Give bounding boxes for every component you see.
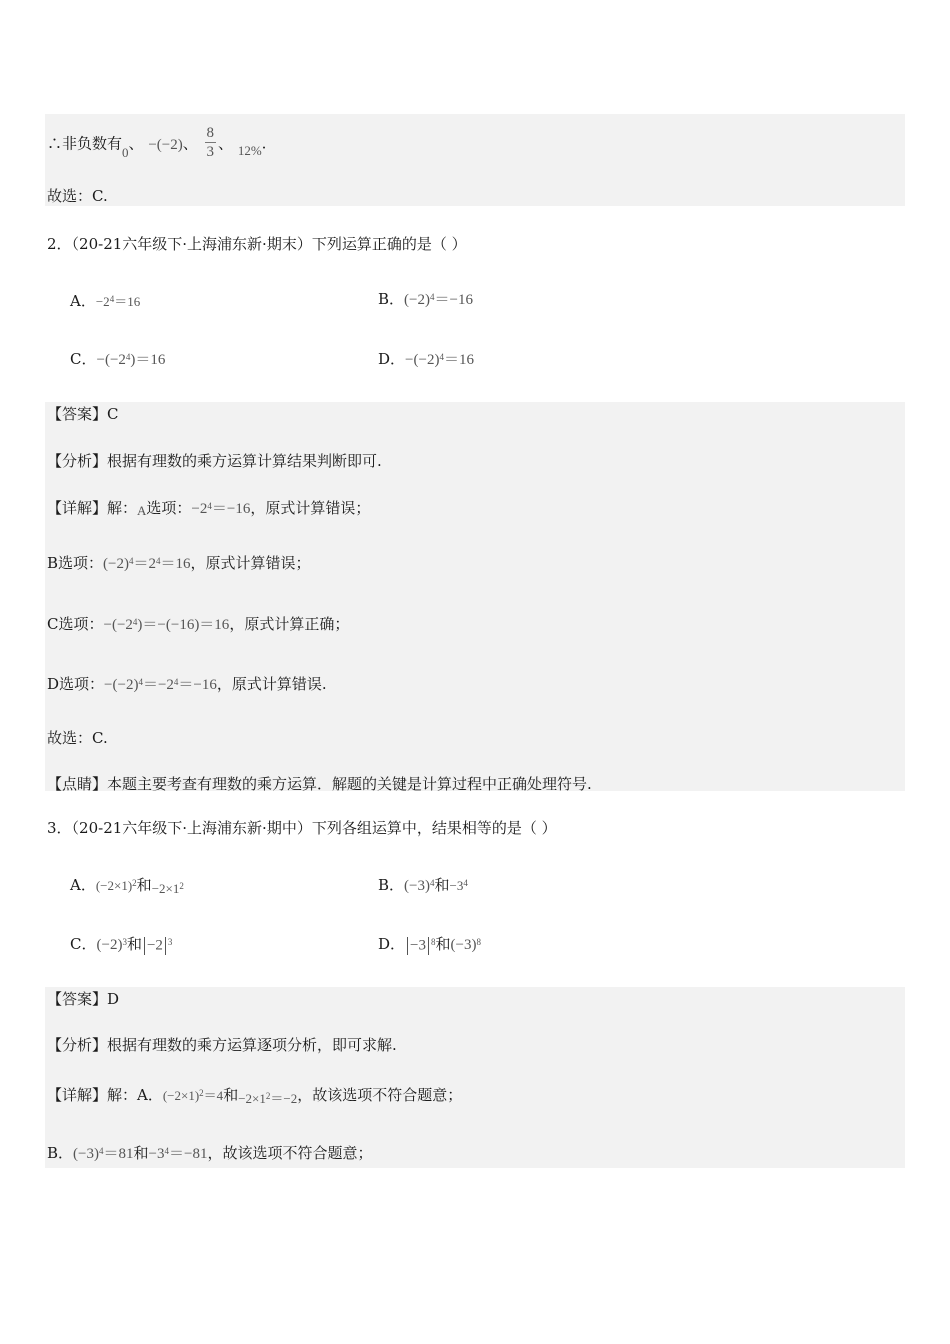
denominator: 3 — [206, 144, 215, 160]
t: 【详解】解： — [47, 499, 138, 517]
m: −(−2) — [405, 352, 440, 368]
detail-q3-line2 — [47, 1142, 372, 1166]
m: −(−2) — [104, 677, 139, 693]
e: 4 — [439, 352, 444, 362]
e: 3 — [167, 937, 173, 947]
option-3c — [70, 933, 172, 955]
m: (−2) — [96, 937, 123, 953]
e: 4 — [109, 294, 115, 304]
t: ，原式计算错误； — [250, 499, 371, 517]
e: 4 — [128, 556, 134, 566]
comment-q2: 【点睛】本题主要考查有理数的乘方运算．解题的关键是计算过程中正确处理符号. — [47, 775, 592, 793]
m: −2 — [191, 501, 208, 517]
e: 4 — [98, 1146, 104, 1156]
conclusion-q2: 故选：C. — [47, 729, 108, 747]
detail-q2-line1 — [47, 497, 370, 521]
label: D． — [378, 935, 406, 953]
m: −2 — [146, 937, 163, 953]
answer-q3: 【答案】D — [47, 990, 120, 1008]
math-zero: 0 — [122, 144, 129, 160]
option-2c — [70, 348, 165, 369]
conclusion-q1: 故选：C. — [47, 187, 108, 205]
period: . — [261, 134, 267, 153]
e: 2 — [199, 1088, 204, 1098]
m: ＝−16 — [434, 292, 473, 308]
and: 和 — [133, 1144, 149, 1162]
e: 2 — [265, 1091, 271, 1101]
and: 和 — [434, 876, 450, 894]
sep: 、 — [128, 134, 144, 153]
label: B． — [378, 290, 405, 308]
m: (−3) — [73, 1146, 99, 1162]
text: ∴非负数有 — [47, 134, 123, 153]
t: ，原式计算正确； — [229, 615, 350, 633]
m: ＝16 — [443, 352, 474, 368]
t: ，原式计算错误； — [190, 554, 311, 572]
t: 选项： — [146, 499, 192, 517]
e: 4 — [125, 352, 131, 362]
m: (−3) — [450, 937, 477, 953]
m: (−2) — [103, 556, 129, 572]
m: (−3) — [404, 878, 430, 894]
fraction-8-3 — [205, 124, 217, 161]
label: C． — [70, 350, 97, 368]
t: B选项： — [47, 554, 104, 572]
e: 4 — [132, 617, 138, 627]
analysis-q3: 【分析】根据有理数的乘方运算逐项分析，即可求解. — [47, 1036, 397, 1054]
solution-block-q3 — [45, 987, 905, 1168]
math-12pct: 12% — [237, 142, 262, 158]
e: 4 — [207, 501, 212, 511]
expr — [404, 288, 473, 309]
m: ＝2 — [133, 556, 156, 572]
expr — [405, 348, 474, 369]
detail-q2-line2 — [47, 552, 311, 576]
e: 4 — [156, 556, 161, 566]
t: 【详解】解：A． — [47, 1086, 163, 1104]
e: 2 — [179, 881, 184, 891]
e: 4 — [173, 677, 179, 687]
m: ＝−2 — [270, 1091, 298, 1106]
nonnegative-line — [47, 126, 266, 163]
answer-q2: 【答案】C — [47, 405, 119, 423]
t: C选项： — [47, 615, 104, 633]
option-3a — [70, 874, 184, 895]
abs-bar — [165, 937, 166, 955]
option-3b — [378, 874, 468, 895]
label: A． — [70, 292, 96, 310]
t: ，故该选项不符合题意； — [297, 1086, 463, 1104]
and: 和 — [223, 1086, 239, 1104]
option-2b — [378, 288, 473, 309]
numerator: 8 — [206, 125, 215, 141]
m: ＝−16 — [178, 677, 217, 693]
option-2d — [378, 348, 474, 369]
e: 4 — [463, 878, 468, 888]
m: −3 — [449, 878, 464, 893]
e: 8 — [431, 937, 436, 947]
label: B． — [378, 876, 405, 894]
question-2-stem: 2．（20-21六年级下·上海浦东新·期末）下列运算正确的是（ ） — [47, 235, 467, 253]
m: )＝−(−16)＝16 — [137, 617, 230, 633]
detail-q2-line4 — [47, 673, 327, 697]
label: A． — [70, 876, 96, 894]
m: −3 — [148, 1146, 165, 1162]
expr — [96, 291, 140, 310]
analysis-q2: 【分析】根据有理数的乘方运算计算结果判断即可. — [47, 452, 382, 470]
abs-bar — [428, 937, 429, 955]
m: ＝−2 — [142, 677, 174, 693]
m: −2×1 — [151, 881, 180, 896]
math-neg-neg2: −(−2) — [148, 136, 183, 153]
m: ＝16 — [114, 294, 141, 309]
m: −(−2 — [96, 352, 126, 368]
option-2a — [70, 290, 140, 311]
and: 和 — [435, 935, 451, 953]
and: 和 — [126, 935, 142, 953]
abs-bar — [144, 937, 145, 955]
option-3d — [378, 933, 481, 955]
m: −2×1 — [238, 1091, 266, 1106]
m: ＝16 — [160, 556, 191, 572]
e: 3 — [122, 937, 127, 947]
detail-q2-line3 — [47, 613, 349, 637]
t: ，原式计算错误. — [216, 675, 327, 693]
m: (−2×1) — [95, 878, 133, 893]
detail-q3-line1 — [47, 1084, 462, 1108]
sep: 、 — [218, 134, 234, 153]
m: −3 — [410, 937, 426, 953]
m: −(−2 — [103, 617, 133, 633]
e: 4 — [429, 878, 435, 888]
label: C． — [70, 935, 97, 953]
m: (−2×1) — [162, 1088, 200, 1103]
and: 和 — [136, 876, 152, 894]
m: A — [137, 503, 147, 518]
e: 4 — [429, 292, 435, 302]
label: D． — [378, 350, 406, 368]
t: D选项： — [47, 675, 105, 693]
abs-bar — [407, 937, 408, 955]
m: ＝−81 — [168, 1146, 208, 1162]
question-3-stem: 3．（20-21六年级下·上海浦东新·期中）下列各组运算中，结果相等的是（ ） — [47, 819, 557, 837]
m: ＝4 — [203, 1088, 224, 1103]
e: 4 — [164, 1146, 169, 1156]
e: 2 — [132, 878, 137, 888]
m: ＝81 — [103, 1146, 134, 1162]
m: )＝16 — [130, 352, 166, 368]
e: 4 — [138, 677, 143, 687]
m: (−2) — [404, 292, 430, 308]
sep: 、 — [182, 134, 198, 153]
m: −2 — [95, 294, 110, 309]
t: B． — [47, 1144, 74, 1162]
t: ，故该选项不符合题意； — [207, 1144, 373, 1162]
e: 8 — [476, 937, 481, 947]
expr — [96, 348, 165, 369]
m: ＝−16 — [211, 501, 251, 517]
